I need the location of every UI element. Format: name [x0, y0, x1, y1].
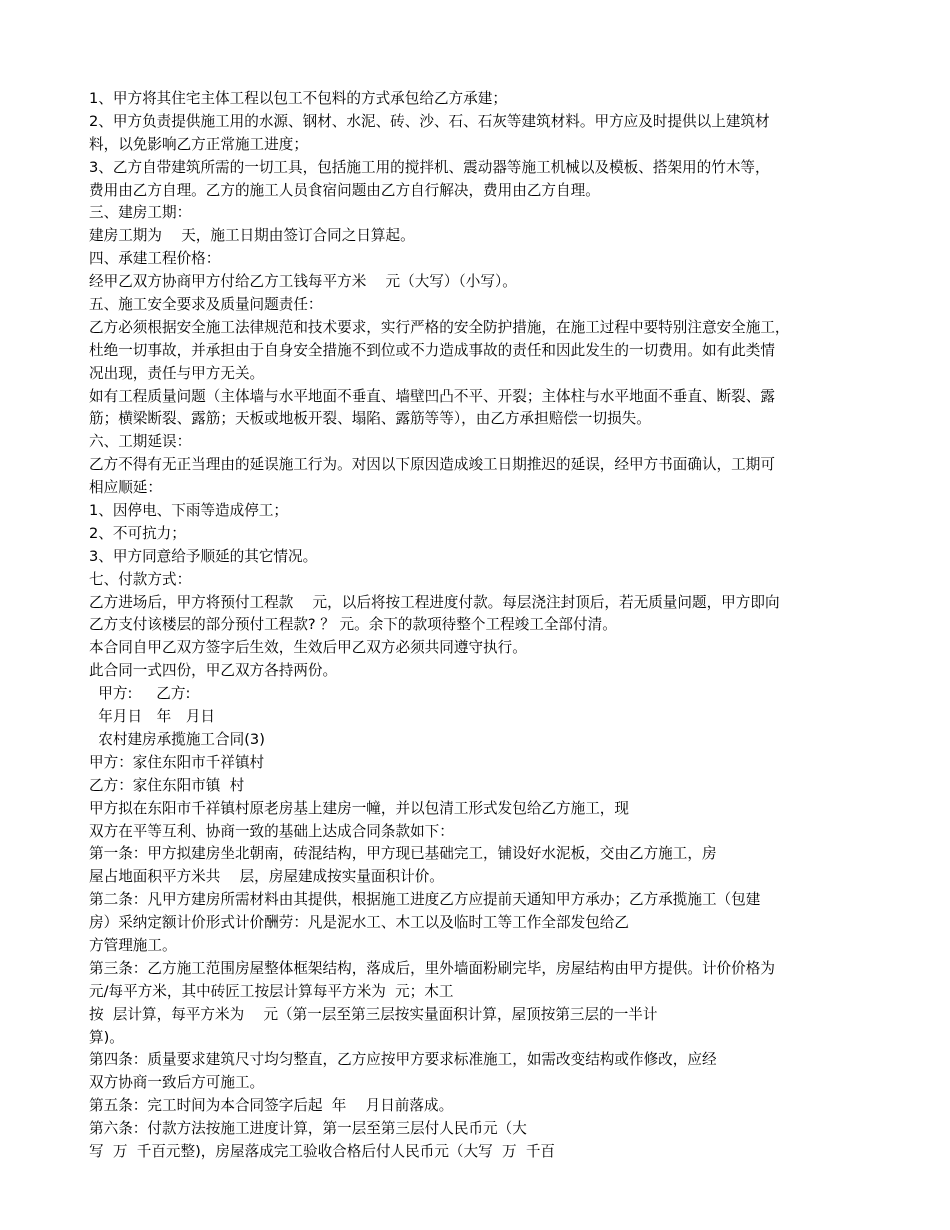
text-line: 3、甲方同意给予顺延的其它情况。 [89, 547, 318, 565]
text-line: 七、付款方式： [89, 570, 192, 588]
text-line: 杜绝一切事故，并承担由于自身安全措施不到位或不力造成事故的责任和因此发生的一切费用。如有此类情 [89, 341, 775, 359]
text-line: 第一条：甲方拟建房坐北朝南，砖混结构，甲方现已基础完工，铺设好水泥板，交由乙方施工，房 [89, 845, 717, 863]
text-line: 写 万 千百元整)，房屋落成完工验收合格后付人民币元（大写 万 千百 [89, 1142, 556, 1160]
text-line: 筋；横梁断裂、露筋；天板或地板开裂、塌陷、露筋等等），由乙方承担赔偿一切损失。 [89, 410, 651, 428]
text-line: 经甲乙双方协商甲方付给乙方工钱每平方米 元（大写）（小写）。 [89, 273, 517, 291]
text-line: 此合同一式四份，甲乙双方各持两份。 [89, 662, 338, 680]
text-line: 五、施工安全要求及质量问题责任： [89, 296, 323, 314]
text-line: 三、建房工期： [89, 204, 192, 222]
document-body [89, 88, 869, 1164]
text-line: 农村建房承揽施工合同(3) [89, 730, 265, 748]
text-line: 料，以免影响乙方正常施工进度； [89, 135, 308, 153]
text-line: 按 层计算，每平方米为 元（第一层至第三层按实量面积计算，屋顶按第三层的一半计 [89, 1005, 658, 1023]
text-line: 2、甲方负责提供施工用的水源、钢材、水泥、砖、沙、石、石灰等建筑材料。甲方应及时提供以上建筑材 [89, 112, 770, 130]
text-line: 算)。 [89, 1028, 124, 1046]
text-line: 六、工期延误： [89, 433, 192, 451]
text-line: 2、不可抗力； [89, 524, 186, 542]
text-line: 乙方：家住东阳市镇 村 [89, 776, 245, 794]
text-line: 建房工期为 天，施工日期由签订合同之日算起。 [89, 227, 415, 245]
text-line: 房）采纳定额计价形式计价酬劳：凡是泥水工、木工以及临时工等工作全部发包给乙 [89, 914, 629, 932]
text-line: 甲方拟在东阳市千祥镇村原老房基上建房一幢，并以包清工形式发包给乙方施工，现 [89, 799, 629, 817]
text-line: 乙方进场后，甲方将预付工程款 元，以后将按工程进度付款。每层浇注封顶后，若无质量问题，甲方即向 [89, 593, 780, 611]
text-line: 双方在平等互利、协商一致的基础上达成合同条款如下： [89, 822, 454, 840]
text-line: 甲方：家住东阳市千祥镇村 [89, 753, 265, 771]
text-line: 第二条：凡甲方建房所需材料由其提供，根据施工进度乙方应提前天通知甲方承办；乙方承揽施工（包建 [89, 891, 761, 909]
text-line: 费用由乙方自理。乙方的施工人员食宿问题由乙方自行解决，费用由乙方自理。 [89, 181, 600, 199]
text-line: 元/每平方米，其中砖匠工按层计算每平方米为 元；木工 [89, 982, 454, 1000]
text-line: 如有工程质量问题（主体墙与水平地面不垂直、墙壁凹凸不平、开裂；主体柱与水平地面不垂直、断裂、露 [89, 387, 775, 405]
text-line: 第五条：完工时间为本合同签字后起 年 月日前落成。 [89, 1097, 454, 1115]
text-line: 双方协商一致后方可施工。 [89, 1074, 265, 1092]
text-line: 乙方不得有无正当理由的延误施工行为。对因以下原因造成竣工日期推迟的延误，经甲方书面确认，工期可 [89, 456, 775, 474]
text-line: 本合同自甲乙双方签字后生效，生效后甲乙双方必须共同遵守执行。 [89, 639, 527, 657]
text-line: 第六条：付款方法按施工进度计算，第一层至第三层付人民币元（大 [89, 1120, 527, 1138]
text-line: 甲方: 乙方: [89, 685, 191, 703]
text-line: 3、乙方自带建筑所需的一切工具，包括施工用的搅拌机、震动器等施工机械以及模板、搭架用的竹木等， [89, 158, 770, 176]
text-line: 屋占地面积平方米共 层，房屋建成按实量面积计价。 [89, 868, 444, 886]
text-line: 况出现，责任与甲方无关。 [89, 364, 265, 382]
text-line: 乙方必须根据安全施工法律规范和技术要求，实行严格的安全防护措施，在施工过程中要特别注意安全施工， [89, 318, 790, 336]
text-line: 第四条：质量要求建筑尺寸均匀整直，乙方应按甲方要求标准施工，如需改变结构或作修改，应经 [89, 1051, 717, 1069]
text-line: 方管理施工。 [89, 936, 177, 954]
text-line: 相应顺延： [89, 479, 162, 497]
text-line: 四、承建工程价格： [89, 250, 221, 268]
text-line: 乙方支付该楼层的部分预付工程款? ？ 元。余下的款项待整个工程竣工全部付清。 [89, 616, 617, 634]
text-line: 年月日 年 月日 [89, 708, 216, 726]
text-line: 1、因停电、下雨等造成停工； [89, 502, 289, 520]
text-line: 1、甲方将其住宅主体工程以包工不包料的方式承包给乙方承建； [89, 90, 507, 107]
text-line: 第三条：乙方施工范围房屋整体框架结构，落成后，里外墙面粉刷完毕，房屋结构由甲方提供。计价价格为 [89, 959, 775, 977]
